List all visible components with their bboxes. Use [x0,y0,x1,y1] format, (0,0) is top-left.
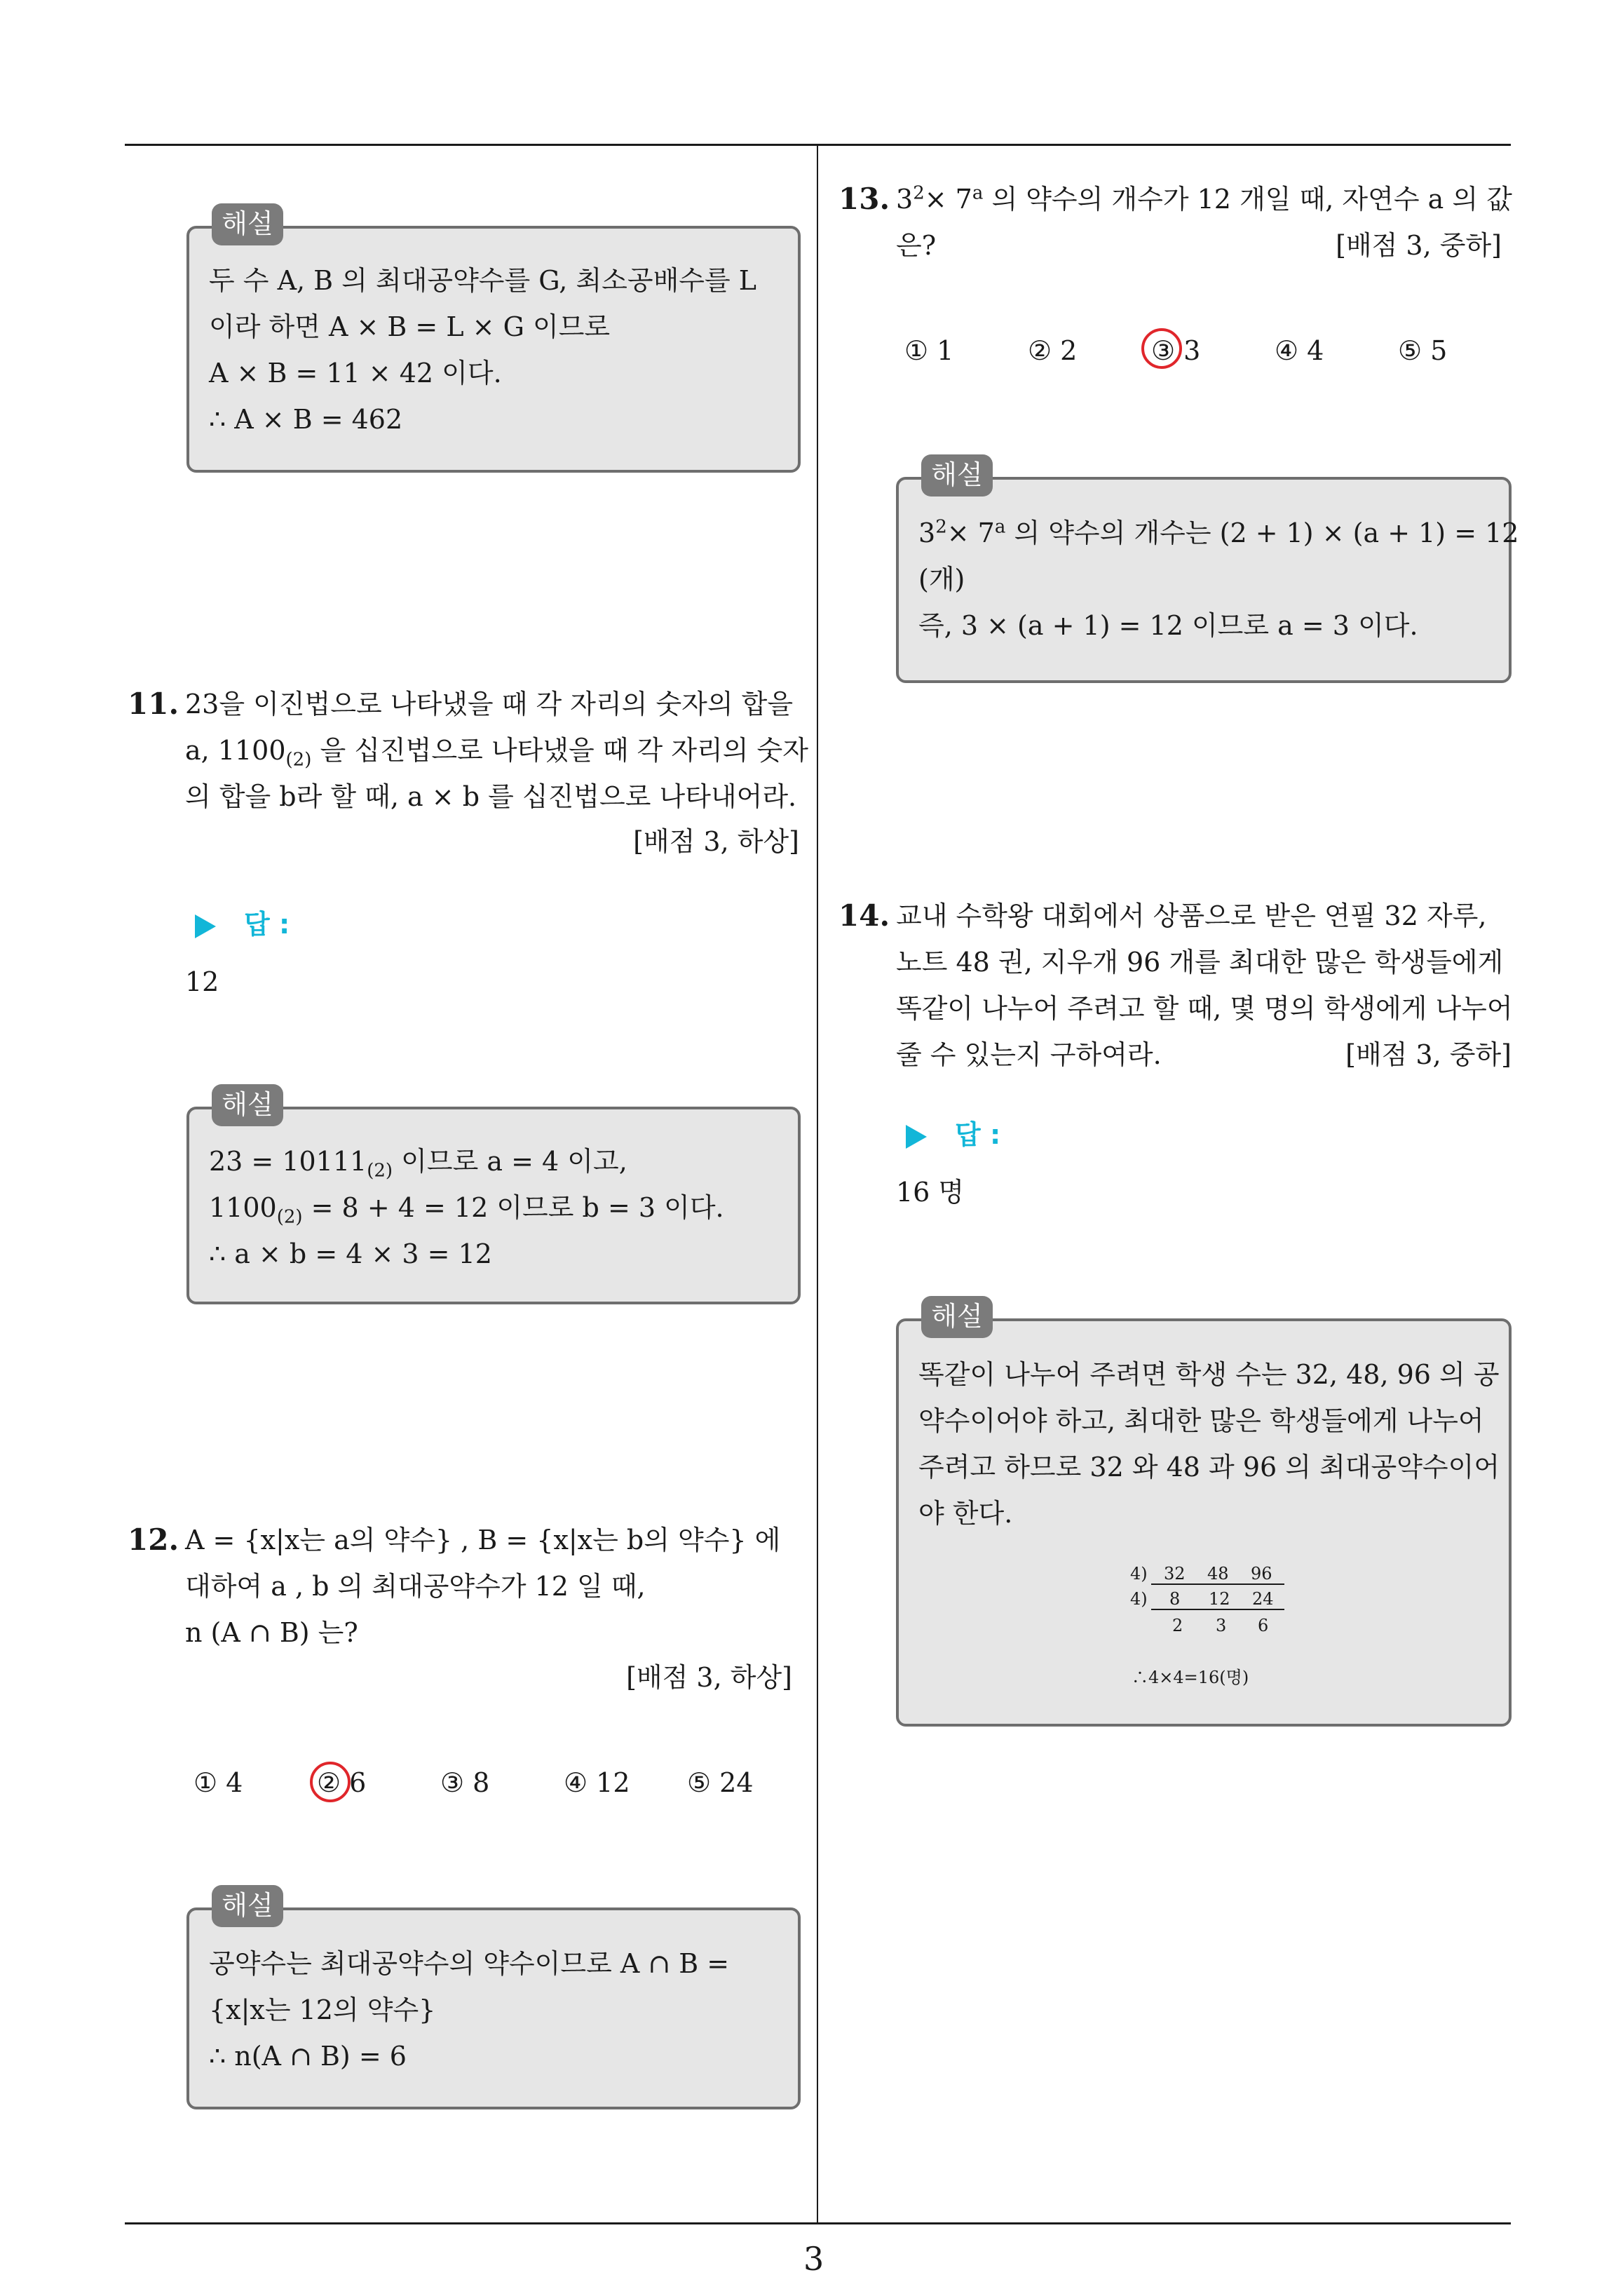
choice-q13-4[interactable]: ④ 4 [1275,335,1324,366]
solution-q11-line3: ∴ a × b = 4 × 3 = 12 [209,1238,492,1269]
question-12-line1: A = {x|x는 a의 약수} , B = {x|x는 b의 약수} 에 [185,1525,781,1555]
play-triangle-icon [195,914,216,938]
division-cell: 8 [1169,1589,1181,1609]
solution-tag-q10: 해설 [212,203,283,245]
question-12-line2: 대하여 a , b 의 최대공약수가 12 일 때, [185,1571,646,1602]
question-14-line2: 노트 48 권, 지우개 96 개를 최대한 많은 학생들에게 [896,947,1504,978]
question-13-points: [배점 3, 중하] [1336,230,1502,261]
answer-q14: 16 명 [896,1177,965,1208]
division-cell: 6 [1258,1616,1269,1635]
solution-q14-line2: 약수이어야 하고, 최대한 많은 학생들에게 나누어 [918,1405,1484,1436]
question-13-line2: 은? [896,230,937,261]
question-14-points: [배점 3, 중하] [1345,1039,1512,1070]
solution-q14-line4: 야 한다. [918,1498,1013,1529]
question-number-12: 12. [128,1522,179,1557]
solution-q14-line3: 주려고 하므로 32 와 48 과 96 의 최대공약수이어 [918,1452,1500,1483]
solution-tag-q12: 해설 [212,1885,283,1927]
division-cell: 24 [1252,1589,1274,1609]
solution-q10-line1: 두 수 A, B 의 최대공약수를 G, 최소공배수를 L [209,265,757,296]
solution-q10-line3: A × B = 11 × 42 이다. [209,358,502,389]
question-11-line2: a, $1100_{(2)}$ 을 십진법으로 나타냈을 때 각 자리의 숫자 [185,735,808,771]
question-number-14: 14. [838,898,890,933]
division-cell: 96 [1251,1564,1272,1583]
choice-q12-4[interactable]: ④ 12 [564,1767,630,1798]
question-12-line3: n (A ∩ B) 는? [185,1617,358,1648]
selected-answer-circle-q13 [1141,328,1182,369]
answer-q11: 12 [185,966,219,997]
question-13-line1: $3^2\times 7^a$ 의 약수의 개수가 12 개일 때, 자연수 a 의 값 [896,182,1512,215]
solution-q10-line4: ∴ A × B = 462 [209,404,403,435]
solution-tag-q13: 해설 [921,454,993,497]
page-number: 3 [803,2240,824,2278]
solution-q13-line3: 즉, 3 × (a + 1) = 12 이므로 a = 3 이다. [918,610,1418,641]
solution-q11-line2: $1100_{(2)} = 8 + 4 = 12$ 이므로 b = 3 이다. [209,1192,724,1228]
question-14-line3: 똑같이 나누어 주려고 할 때, 몇 명의 학생에게 나누어 [896,993,1513,1024]
solution-q12-line1: 공약수는 최대공약수의 약수이므로 A ∩ B = [209,1948,730,1979]
choice-q12-5[interactable]: ⑤ 24 [687,1767,754,1798]
choice-q13-1[interactable]: ① 1 [904,335,954,366]
choice-q13-3[interactable]: ③ 3 [1151,335,1201,366]
division-cell: 48 [1207,1564,1229,1583]
division-bar [1151,1609,1284,1610]
solution-q14-line1: 똑같이 나누어 주려면 학생 수는 32, 48, 96 의 공 [918,1359,1500,1390]
solution-box-q13 [896,477,1512,683]
solution-tag-q14: 해설 [921,1296,993,1338]
choice-q12-1[interactable]: ① 4 [193,1767,243,1798]
question-11-line3: 의 합을 b라 할 때, a × b 를 십진법으로 나타내어라. [185,781,797,812]
question-11-points: [배점 3, 하상] [633,826,799,857]
solution-q12-line3: ∴ n(A ∩ B) = 6 [209,2041,407,2072]
question-14-line1: 교내 수학왕 대회에서 상품으로 받은 연필 32 자루, [896,900,1487,931]
solution-q12-line2: {x|x는 12의 약수} [209,1994,436,2025]
solution-q13-line1: $3^2\times 7^a$ 의 약수의 개수는 (2 + 1) × (a + 1) = 12 [918,516,1519,548]
selected-answer-circle-q12 [310,1762,351,1802]
choice-q13-2[interactable]: ② 2 [1028,335,1078,366]
division-row: 4) [1130,1589,1148,1609]
answer-label-q14: 답 : [906,1119,1000,1150]
answer-label-q11: 답 : [195,909,290,940]
play-triangle-icon [906,1125,927,1149]
choice-q13-5[interactable]: ⑤ 5 [1398,335,1448,366]
column-divider [817,145,818,2223]
question-11-line1: 23을 이진법으로 나타냈을 때 각 자리의 숫자의 합을 [185,689,794,720]
solution-tag-q11: 해설 [212,1084,283,1126]
division-cell: 3 [1216,1616,1227,1635]
division-bar [1151,1583,1284,1585]
question-12-points: [배점 3, 하상] [626,1662,792,1693]
choice-q12-2[interactable]: ② 6 [317,1767,367,1798]
question-number-13: 13. [838,182,890,216]
solution-q11-line1: $23 = 10111_{(2)}$ 이므로 a = 4 이고, [209,1146,627,1182]
division-table [1130,1564,1284,1648]
question-number-11: 11. [128,687,179,721]
solution-box-q10 [186,226,801,473]
solution-q13-line2: (개) [918,564,965,595]
solution-q10-line2: 이라 하면 A × B = L × G 이므로 [209,311,611,342]
bottom-rule [125,2222,1511,2224]
division-cell: 12 [1209,1589,1230,1609]
division-cell: 2 [1172,1616,1183,1635]
choice-q12-3[interactable]: ③ 8 [440,1767,490,1798]
division-row: 4) [1130,1564,1148,1583]
question-14-line4: 줄 수 있는지 구하여라. [896,1039,1162,1070]
division-cell: 32 [1164,1564,1186,1583]
division-result: ∴4×4=16(명) [1132,1668,1249,1687]
